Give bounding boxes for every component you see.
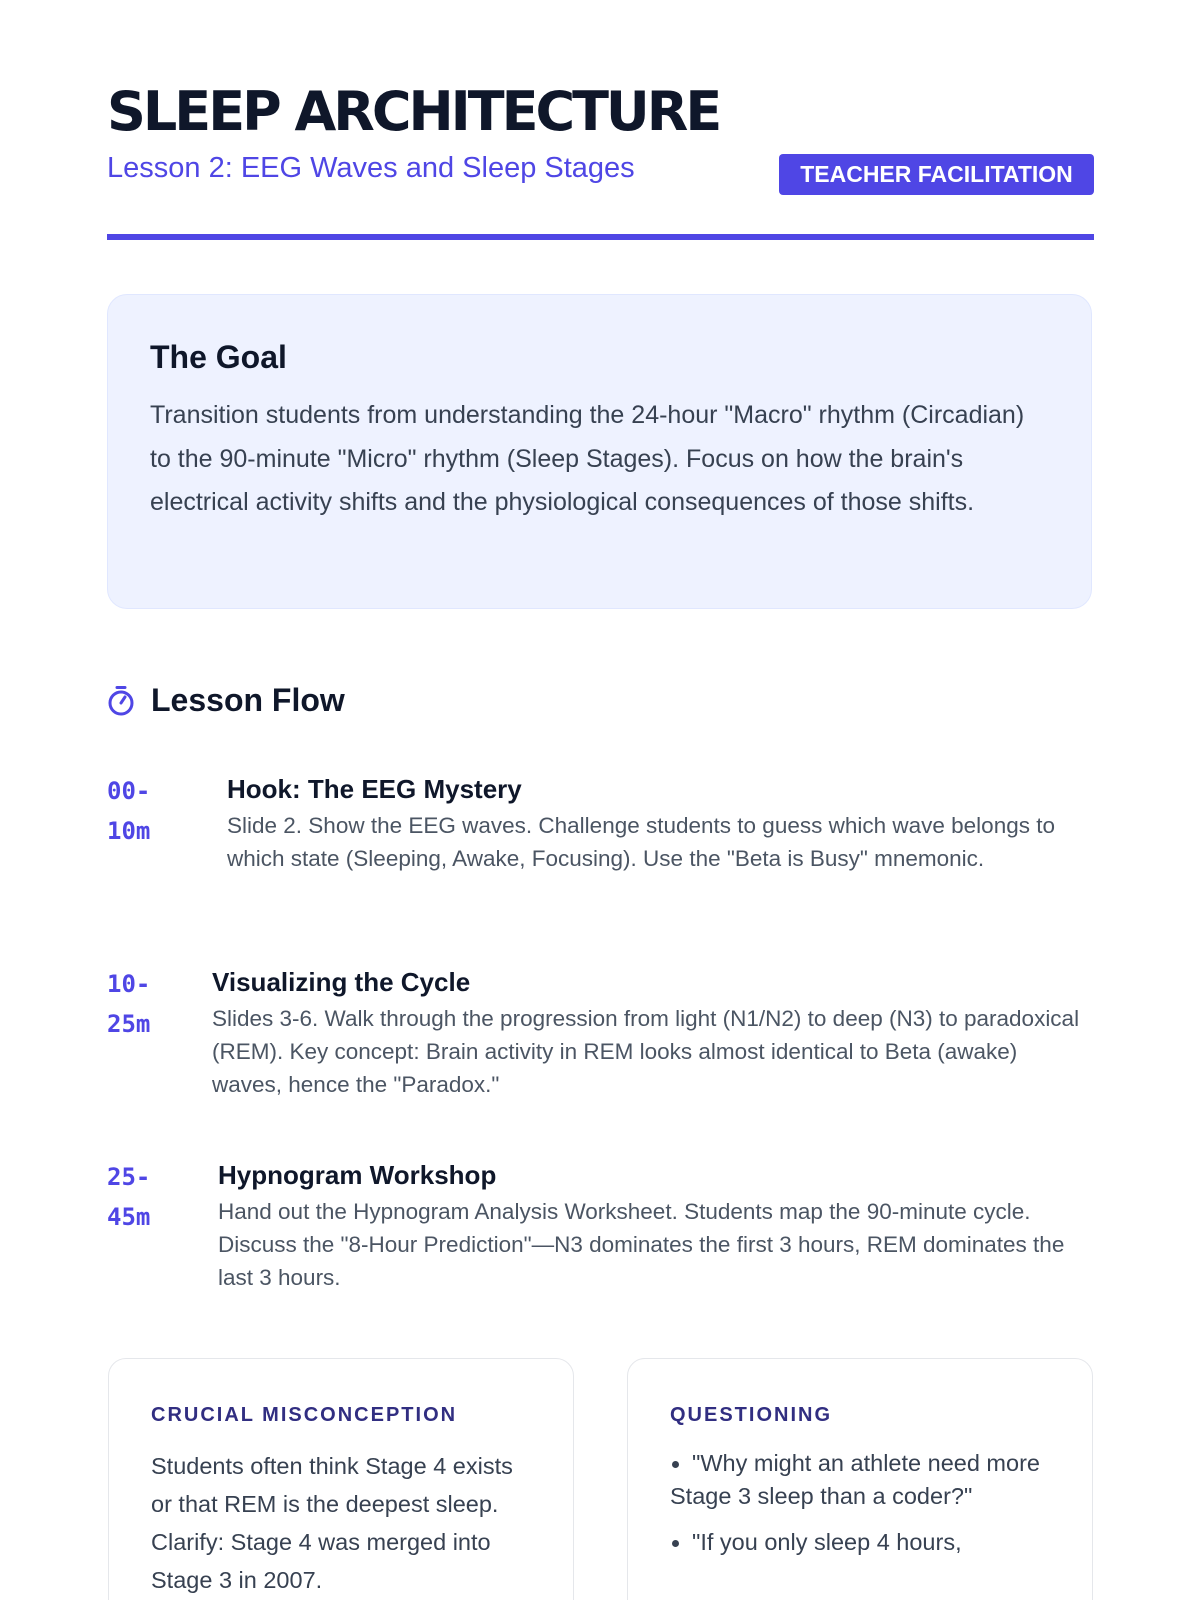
misconception-card	[108, 1358, 574, 1600]
header-divider	[107, 234, 1094, 240]
flow-desc: Slides 3-6. Walk through the progression from light (N1/N2) to deep (N3) to paradoxical (REM). Key concept: Brain activity in REM looks almost identical to Beta (awake) waves, hence the "Paradox."	[212, 1006, 1080, 1097]
misconception-title: CRUCIAL MISCONCEPTION	[151, 1404, 458, 1426]
goal-card	[107, 294, 1092, 609]
question-text: "If you only sleep 4 hours,	[692, 1529, 962, 1555]
time-end: 10m	[107, 817, 151, 845]
time-start: 00-	[107, 777, 151, 805]
question-list	[670, 1447, 1052, 1559]
time-end: 45m	[107, 1203, 151, 1231]
goal-text: Transition students from understanding the 24-hour "Macro" rhythm (Circadian) to the 90-minute "Micro" rhythm (Sleep Stages). Focus on how the brain's electrical activity shifts and the physiological consequences of those shifts.	[150, 401, 1025, 516]
goal-title: The Goal	[150, 339, 287, 375]
stopwatch-icon	[107, 685, 135, 717]
flow-body	[212, 964, 1092, 1101]
flow-title: Visualizing the Cycle	[212, 967, 471, 997]
flow-title: Hook: The EEG Mystery	[227, 774, 522, 804]
flow-title: Hypnogram Workshop	[218, 1160, 497, 1190]
question-item	[670, 1526, 1052, 1559]
page-title: SLEEP ARCHITECTURE	[107, 80, 720, 143]
lesson-subtitle: Lesson 2: EEG Waves and Sleep Stages	[107, 152, 635, 184]
misconception-text: Students often think Stage 4 exists or that REM is the deepest sleep. Clarify: Stage 4 was merged into Stage 3 in 2007.	[151, 1453, 513, 1593]
flow-body	[218, 1157, 1092, 1294]
questioning-title: QUESTIONING	[670, 1404, 833, 1426]
bullet-icon	[672, 1461, 679, 1468]
time-start: 10-	[107, 970, 151, 998]
flow-time	[107, 964, 167, 1044]
flow-time	[107, 771, 167, 851]
bullet-icon	[672, 1540, 679, 1547]
question-item	[670, 1447, 1052, 1513]
questioning-card	[627, 1358, 1093, 1600]
question-text: "Why might an athlete need more Stage 3 sleep than a coder?"	[670, 1450, 1040, 1509]
teacher-facilitation-badge: TEACHER FACILITATION	[779, 154, 1094, 195]
time-end: 25m	[107, 1010, 151, 1038]
lesson-flow-title: Lesson Flow	[151, 682, 345, 718]
flow-desc: Slide 2. Show the EEG waves. Challenge students to guess which wave belongs to which state (Sleeping, Awake, Focusing). Use the "Beta is Busy" mnemonic.	[227, 813, 1055, 871]
flow-body	[227, 771, 1092, 875]
lesson-flow-heading	[107, 682, 345, 719]
time-start: 25-	[107, 1163, 151, 1191]
flow-time	[107, 1157, 167, 1237]
flow-desc: Hand out the Hypnogram Analysis Worksheet. Students map the 90-minute cycle. Discuss the "8-Hour Prediction"—N3 dominates the first 3 hours, REM dominates the last 3 hours.	[218, 1199, 1065, 1290]
